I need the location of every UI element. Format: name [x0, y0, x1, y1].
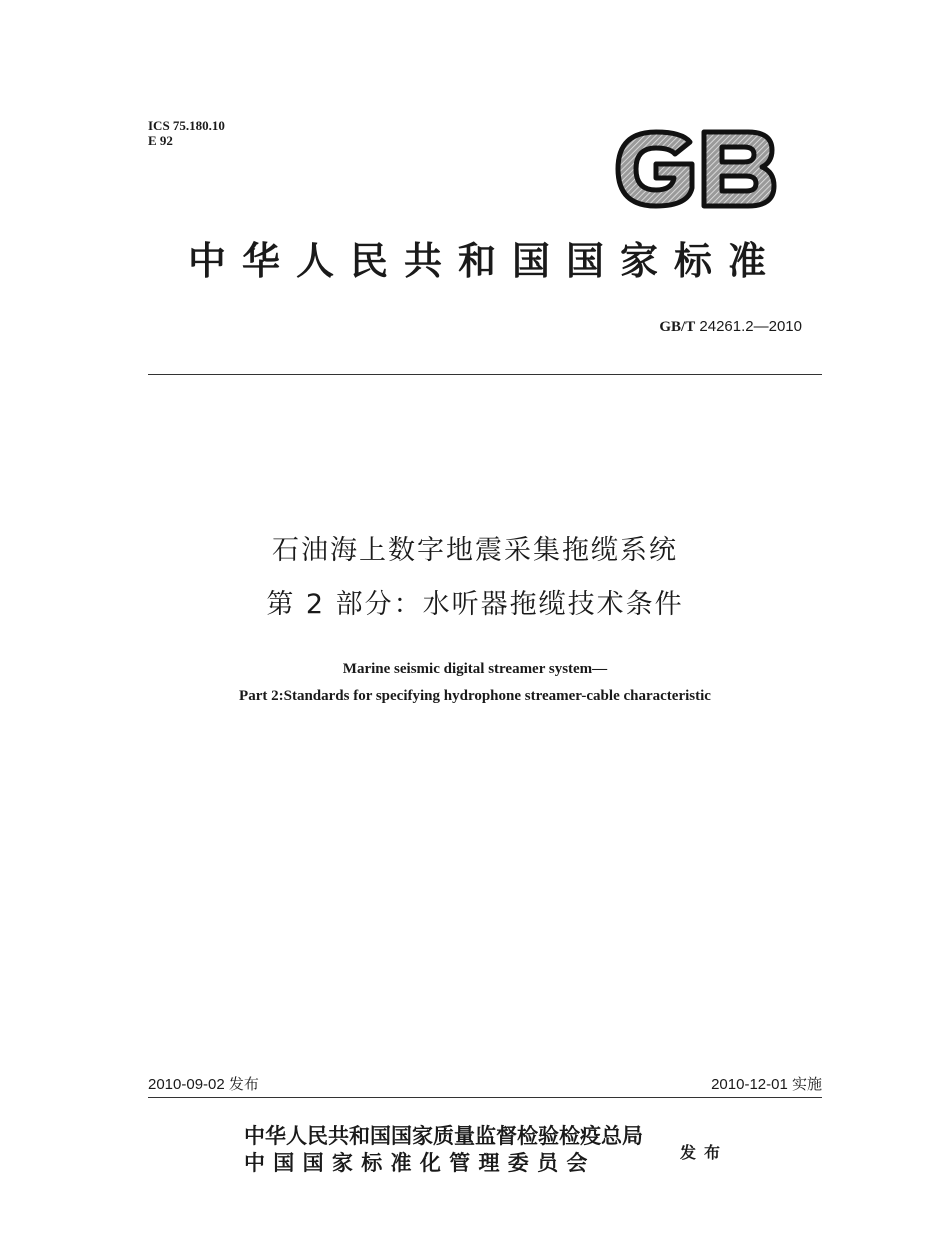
national-standard-title: 中华人民共和国国家标准: [187, 239, 782, 283]
title-zh-line1: 石油海上数字地震采集拖缆系统: [272, 535, 678, 566]
issuer-line2: 中 国 国 家 标 准 化 管 理 委 员 会: [244, 1151, 588, 1175]
title-en-line2: Part 2:Standards for specifying hydrophone streamer-cable characteristic: [239, 688, 711, 704]
issuer-line1: 中华人民共和国国家质量监督检验检疫总局: [244, 1124, 643, 1148]
footer-divider: [148, 1097, 822, 1098]
header-divider: [148, 374, 822, 375]
issue-date: 2010-09-02 发布: [148, 1076, 259, 1093]
implementation-date: 2010-12-01 实施: [711, 1076, 822, 1093]
ics-code: ICS 75.180.10: [148, 118, 225, 133]
gb-logo: [612, 128, 778, 210]
issue-action-label: 发布: [680, 1143, 729, 1162]
logo-letter-g: [618, 132, 692, 206]
standard-number: 24261.2—2010: [699, 318, 802, 335]
logo-letter-b: [704, 132, 774, 206]
ccs-code: E 92: [148, 133, 173, 148]
classification-codes: [148, 118, 225, 148]
standard-code: [659, 318, 802, 336]
title-en-line1: Marine seismic digital streamer system—: [342, 661, 608, 677]
title-zh-line2: 第 2 部分：水听器拖缆技术条件: [266, 589, 684, 620]
standard-prefix: GB/T: [659, 319, 696, 335]
